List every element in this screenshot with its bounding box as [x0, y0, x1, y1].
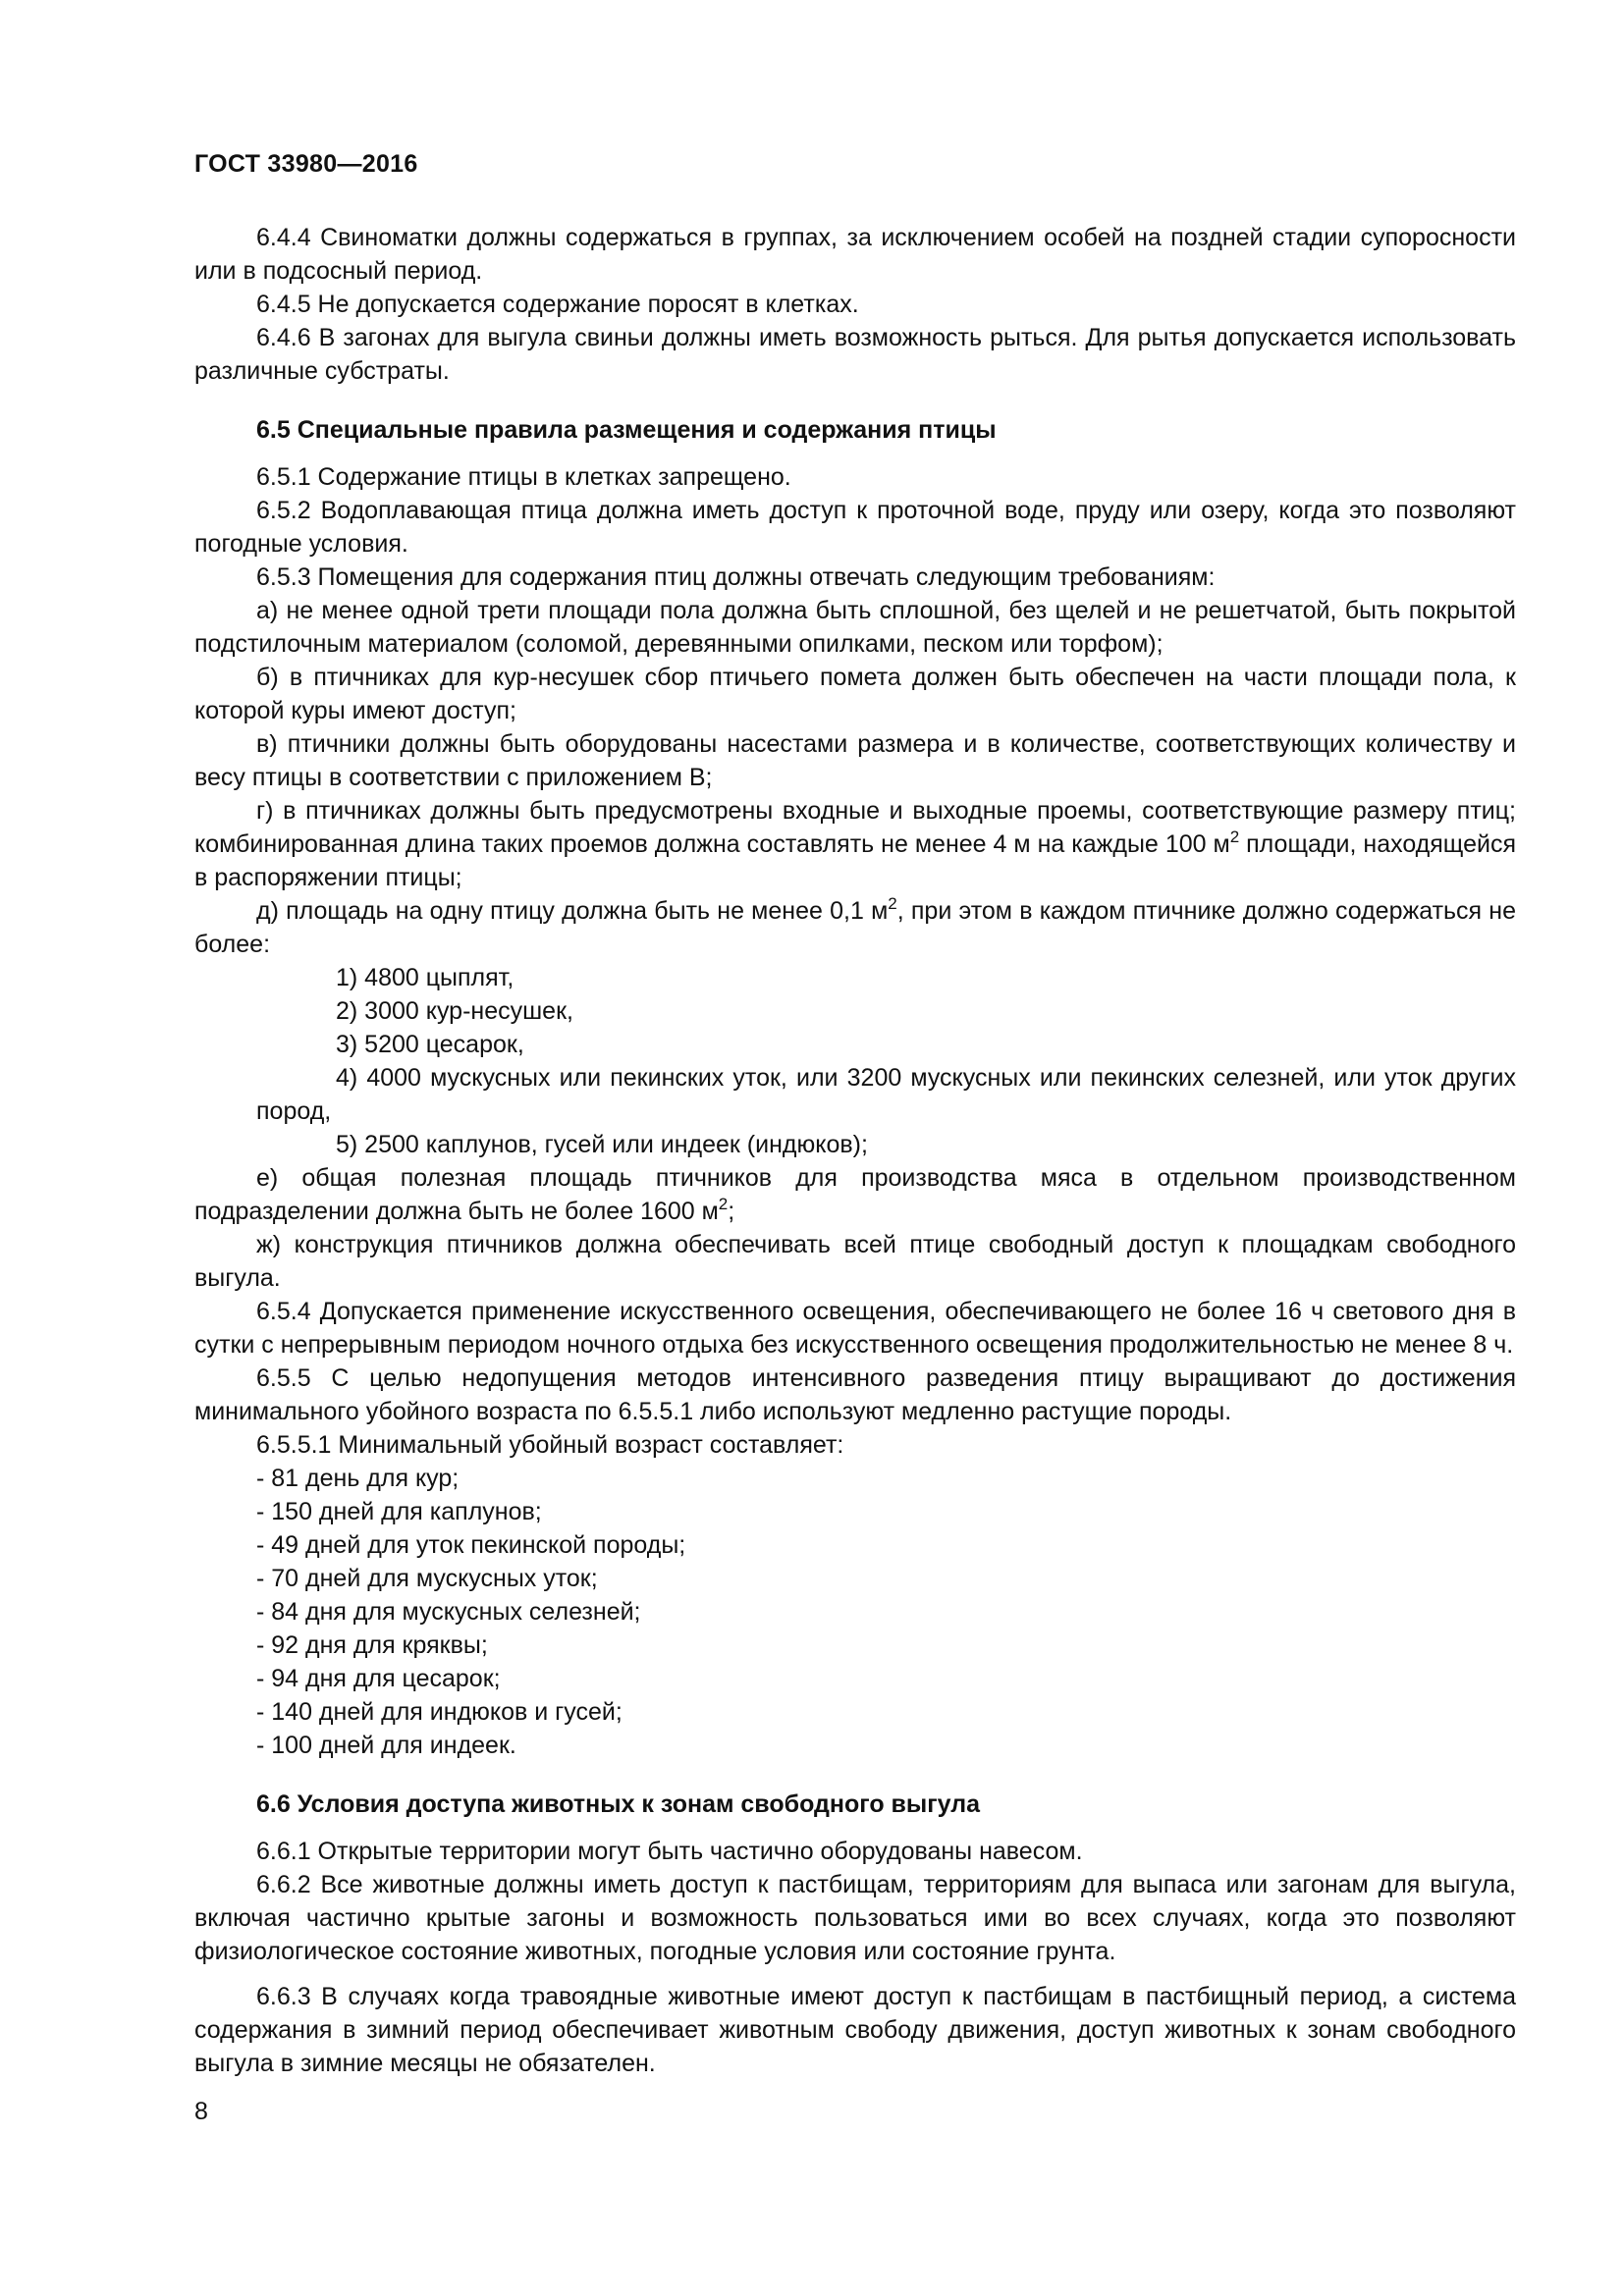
paragraph-6-5-3: 6.5.3 Помещения для содержания птиц должны отвечать следующим требованиям: — [256, 563, 1216, 591]
age-list-item: - 49 дней для уток пекинской породы; — [256, 1531, 686, 1559]
paragraph-6-6-3: 6.6.3 В случаях когда травоядные животные имеют доступ к пастбищам в пастбищный период, а система содержания в зимний период обеспечивает животным свободу движения, доступ животных к зонам свободного выгула в зимние месяцы не обязателен. — [194, 1983, 1516, 2077]
paragraph-6-4-6: 6.4.6 В загонах для выгула свиньи должны иметь возможность рыться. Для рытья допускается использовать различные субстраты. — [194, 324, 1516, 385]
paragraph-6-5-5-1: 6.5.5.1 Минимальный убойный возраст составляет: — [256, 1431, 844, 1459]
section-heading-6-6: 6.6 Условия доступа животных к зонам свободного выгула — [256, 1790, 981, 1818]
list-item-d — [194, 894, 1516, 961]
list-item-d-tail: , при этом в каждом птичнике должно содержаться не более: — [194, 897, 1517, 958]
age-list-item: - 94 дня для цесарок; — [256, 1665, 501, 1692]
sub-item-5: 5) 2500 каплунов, гусей или индеек (индюков); — [336, 1131, 868, 1158]
document-body — [194, 221, 1516, 2080]
superscript-2: 2 — [888, 894, 897, 913]
list-item-d-text: д) площадь на одну птицу должна быть не менее 0,1 м — [256, 897, 889, 925]
sub-item-1: 1) 4800 цыплят, — [336, 964, 514, 991]
list-item-g — [194, 794, 1516, 894]
paragraph-6-4-5: 6.4.5 Не допускается содержание поросят в клетках. — [256, 291, 859, 318]
list-item-e-text: е) общая полезная площадь птичников для производства мяса в отдельном производственном подразделении должна быть не более 1600 м — [194, 1164, 1516, 1225]
paragraph-6-5-4: 6.5.4 Допускается применение искусственного освещения, обеспечивающего не более 16 ч светового дня в сутки с непрерывным периодом ночного отдыха без искусственного освещения продолжительностью не менее 8 ч. — [194, 1298, 1516, 1359]
list-item-v: в) птичники должны быть оборудованы насестами размера и в количестве, соответствующих количеству и весу птицы в соответствии с приложением В; — [194, 730, 1516, 791]
superscript-2: 2 — [718, 1195, 729, 1213]
paragraph-6-5-2: 6.5.2 Водоплавающая птица должна иметь доступ к проточной воде, пруду или озеру, когда это позволяют погодные условия. — [194, 497, 1516, 558]
age-list-item: - 70 дней для мускусных уток; — [256, 1565, 598, 1592]
section-heading-6-5: 6.5 Специальные правила размещения и содержания птицы — [256, 416, 997, 444]
list-item-g-text: г) в птичниках должны быть предусмотрены входные и выходные проемы, соответствующие размеру птиц; комбинированная длина таких проемов должна составлять не менее 4 м на каждые 100 м — [194, 797, 1516, 858]
age-list-item: - 81 день для кур; — [256, 1465, 460, 1492]
paragraph-6-6-2: 6.6.2 Все животные должны иметь доступ к пастбищам, территориям для выпаса или загонам для выгула, включая частично крытые загоны и возможность пользоваться ими во всех случаях, когда это позволяют физиологическое состояние животных, погодные условия или состояние грунта. — [194, 1871, 1516, 1965]
page-number: 8 — [194, 2098, 208, 2125]
list-item-a: а) не менее одной трети площади пола должна быть сплошной, без щелей и не решетчатой, быть покрытой подстилочным материалом (соломой, деревянными опилками, песком или торфом); — [194, 597, 1516, 658]
age-list-item: - 140 дней для индюков и гусей; — [256, 1698, 623, 1726]
list-item-e-tail: ; — [728, 1198, 735, 1225]
paragraph-6-4-4: 6.4.4 Свиноматки должны содержаться в группах, за исключением особей на поздней стадии супоросности или в подсосный период. — [194, 224, 1516, 285]
list-item-e — [194, 1161, 1516, 1228]
sub-item-4: 4) 4000 мускусных или пекинских уток, или 3200 мускусных или пекинских селезней, или уток других пород, — [256, 1064, 1516, 1125]
document-header: ГОСТ 33980—2016 — [194, 150, 418, 178]
sub-item-3: 3) 5200 цесарок, — [336, 1031, 524, 1058]
paragraph-6-5-1: 6.5.1 Содержание птицы в клетках запрещено. — [256, 463, 791, 491]
paragraph-6-5-5: 6.5.5 С целью недопущения методов интенсивного разведения птицу выращивают до достижения минимального убойного возраста по 6.5.5.1 либо используют медленно растущие породы. — [194, 1364, 1516, 1425]
list-item-zh: ж) конструкция птичников должна обеспечивать всей птице свободный доступ к площадкам свободного выгула. — [194, 1231, 1516, 1292]
age-list-item: - 150 дней для каплунов; — [256, 1498, 542, 1525]
list-item-g-tail: площади, находящейся в распоряжении птицы; — [194, 830, 1517, 891]
age-list-item: - 84 дня для мускусных селезней; — [256, 1598, 641, 1626]
age-list-item: - 92 дня для кряквы; — [256, 1631, 488, 1659]
paragraph-6-6-1: 6.6.1 Открытые территории могут быть частично оборудованы навесом. — [256, 1838, 1083, 1865]
sub-item-2: 2) 3000 кур-несушек, — [336, 997, 573, 1025]
superscript-2: 2 — [1229, 828, 1240, 846]
age-list-item: - 100 дней для индеек. — [256, 1732, 516, 1759]
list-item-b: б) в птичниках для кур-несушек сбор птичьего помета должен быть обеспечен на части площади пола, к которой куры имеют доступ; — [194, 664, 1516, 724]
